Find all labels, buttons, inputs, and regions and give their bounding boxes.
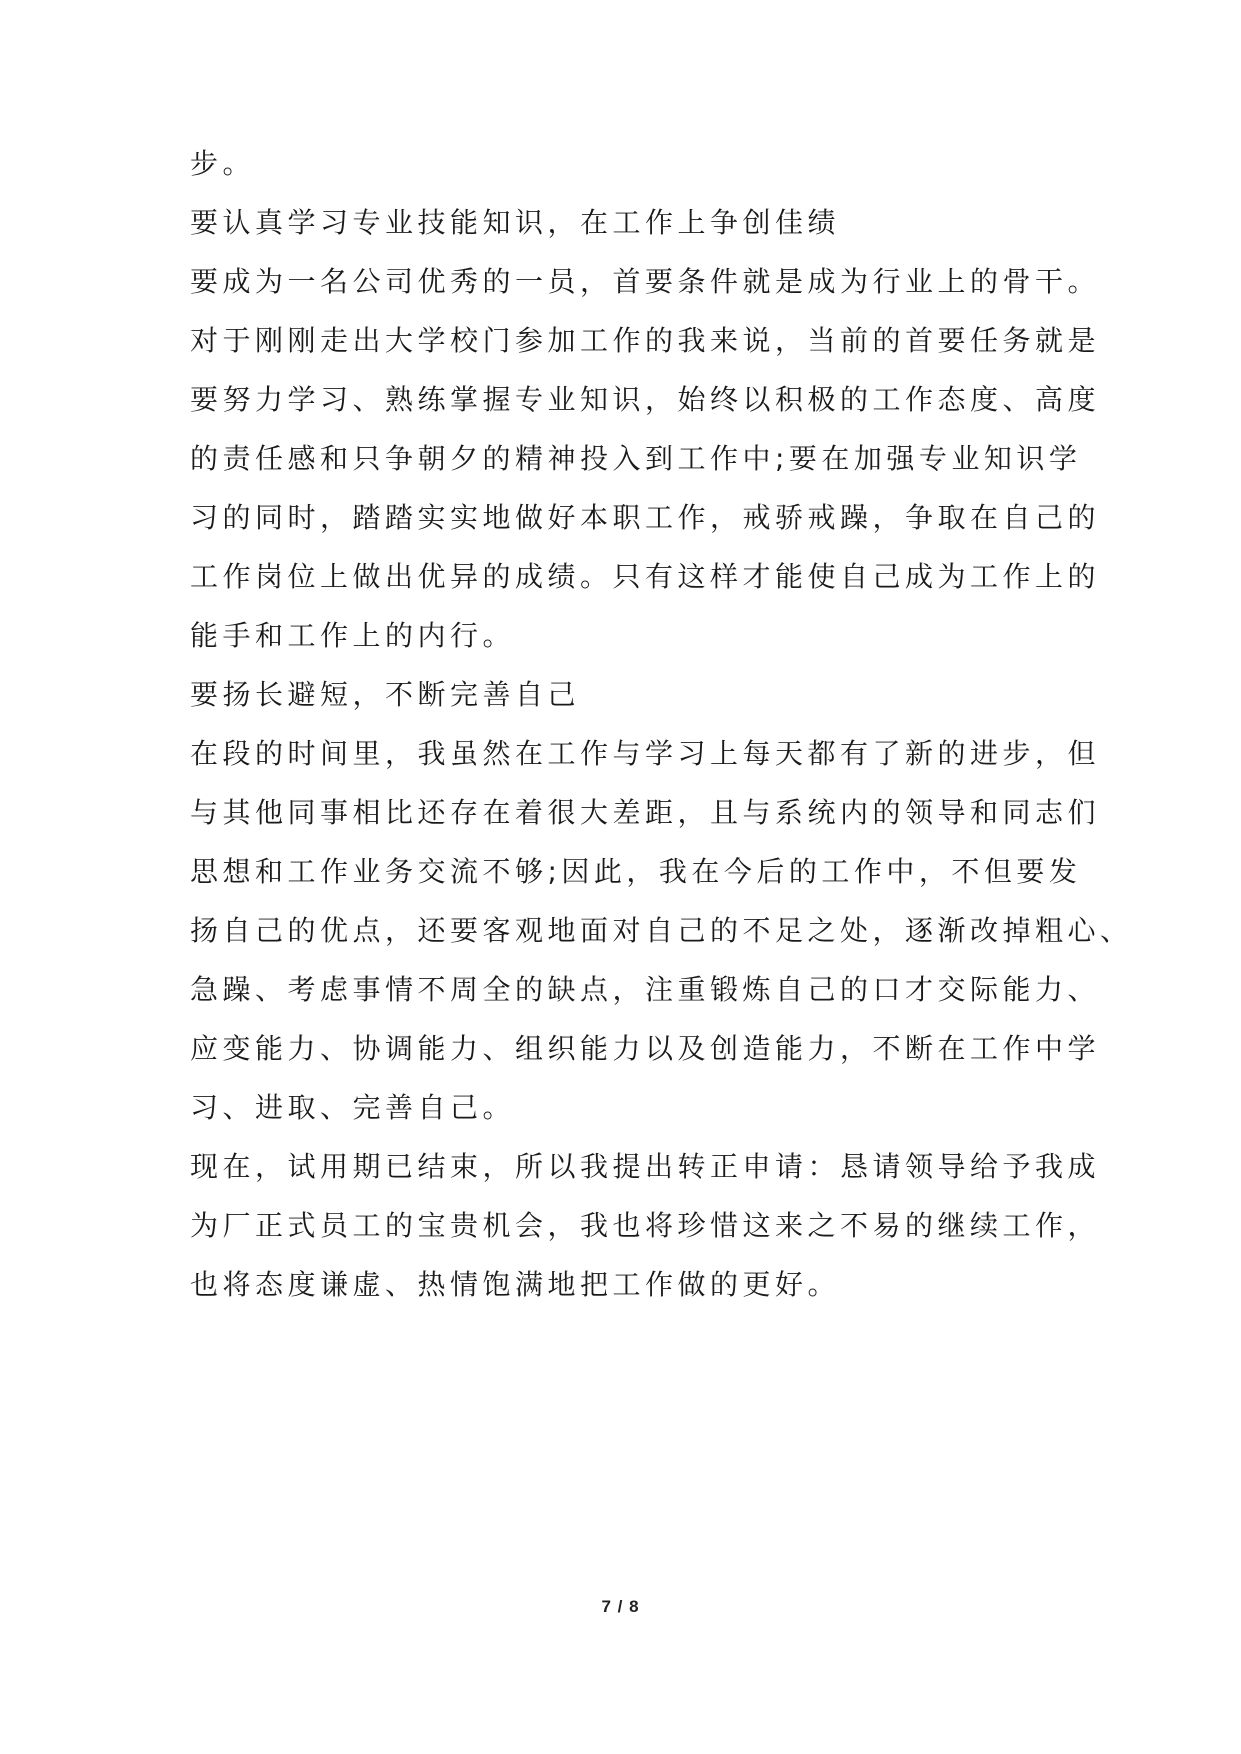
text-line: 扬自己的优点，还要客观地面对自己的不足之处，逐渐改掉粗心、 — [190, 914, 1133, 947]
text-line: 应变能力、协调能力、组织能力以及创造能力，不断在工作中学 — [190, 1032, 1101, 1065]
text-line: 要努力学习、熟练掌握专业知识，始终以积极的工作态度、高度 — [190, 383, 1101, 416]
text-line: 步。 — [190, 147, 256, 180]
text-line: 在段的时间里，我虽然在工作与学习上每天都有了新的进步，但 — [190, 737, 1101, 770]
text-line: 习、进取、完善自己。 — [190, 1091, 516, 1124]
text-line: 思想和工作业务交流不够;因此，我在今后的工作中，不但要发 — [190, 855, 1082, 888]
text-line: 现在，试用期已结束，所以我提出转正申请：恳请领导给予我成 — [190, 1150, 1101, 1183]
section-heading: 要认真学习专业技能知识，在工作上争创佳绩 — [190, 206, 841, 239]
page-number: 7 / 8 — [601, 1597, 640, 1616]
text-line: 对于刚刚走出大学校门参加工作的我来说，当前的首要任务就是 — [190, 324, 1101, 357]
text-line: 习的同时，踏踏实实地做好本职工作，戒骄戒躁，争取在自己的 — [190, 501, 1101, 534]
text-line: 能手和工作上的内行。 — [190, 619, 516, 652]
text-line: 急躁、考虑事情不周全的缺点，注重锻炼自己的口才交际能力、 — [190, 973, 1101, 1006]
text-line: 为厂正式员工的宝贵机会，我也将珍惜这来之不易的继续工作， — [190, 1209, 1101, 1242]
text-line: 与其他同事相比还存在着很大差距，且与系统内的领导和同志们 — [190, 796, 1101, 829]
section-heading: 要扬长避短，不断完善自己 — [190, 678, 581, 711]
text-line: 要成为一名公司优秀的一员，首要条件就是成为行业上的骨干。 — [190, 265, 1101, 298]
text-line: 工作岗位上做出优异的成绩。只有这样才能使自己成为工作上的 — [190, 560, 1101, 593]
text-line: 的责任感和只争朝夕的精神投入到工作中;要在加强专业知识学 — [190, 442, 1082, 475]
text-line: 也将态度谦虚、热情饱满地把工作做的更好。 — [190, 1268, 841, 1301]
